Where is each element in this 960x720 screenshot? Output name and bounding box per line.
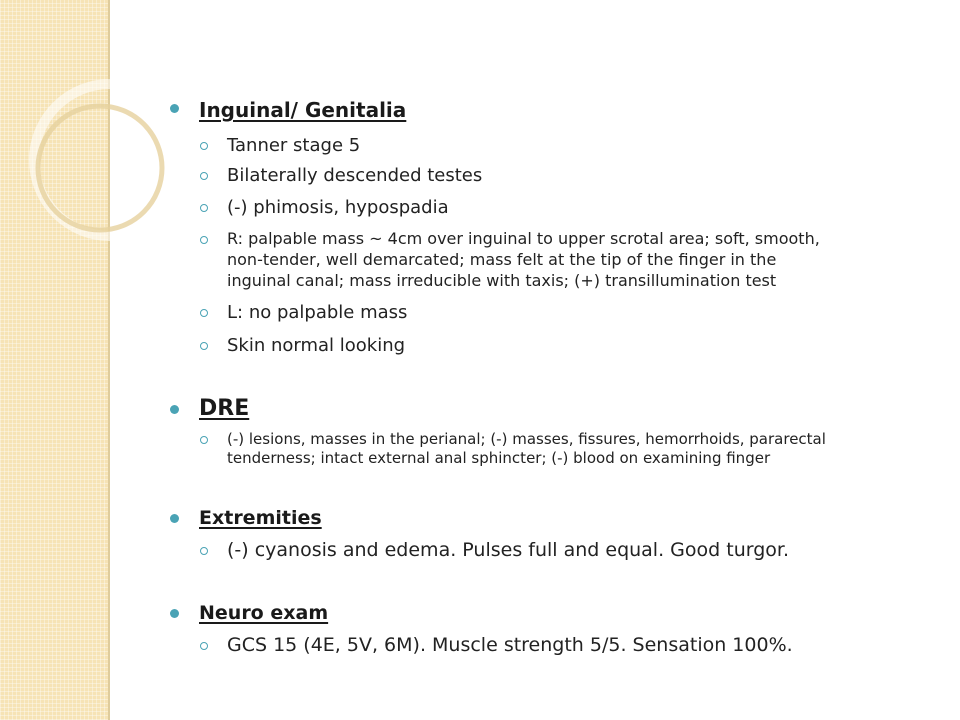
item-right-mass-line3: inguinal canal; mass irreducible with taxis; (+) transillumination test	[227, 271, 777, 290]
sub-bullet	[200, 547, 208, 555]
sub-bullet	[200, 309, 208, 317]
item-phimosis: (-) phimosis, hypospadia	[227, 197, 449, 218]
section-bullet	[170, 609, 179, 618]
section-bullet	[170, 104, 179, 113]
section-heading-dre: DRE	[199, 396, 250, 421]
item-skin-normal: Skin normal looking	[227, 335, 406, 356]
item-neuro: GCS 15 (4E, 5V, 6M). Muscle strength 5/5. Sensation 100%.	[227, 634, 793, 656]
item-right-mass-line2: non-tender, well demarcated; mass felt at the tip of the finger in the	[227, 250, 777, 269]
section-bullet	[170, 514, 179, 523]
section-heading-extremities: Extremities	[199, 507, 322, 529]
section-bullet	[170, 405, 179, 414]
item-testes: Bilaterally descended testes	[227, 165, 483, 186]
sub-bullet	[200, 142, 208, 150]
sub-bullet	[200, 172, 208, 180]
section-heading-neuro: Neuro exam	[199, 602, 329, 624]
section-heading-inguinal: Inguinal/ Genitalia	[199, 98, 407, 122]
sub-bullet	[200, 436, 208, 444]
sub-bullet	[200, 342, 208, 350]
item-extremities: (-) cyanosis and edema. Pulses full and equal. Good turgor.	[227, 539, 790, 561]
sub-bullet	[200, 642, 208, 650]
item-left-no-mass: L: no palpable mass	[227, 302, 408, 323]
item-dre-line2: tenderness; intact external anal sphincter; (-) blood on examining finger	[227, 449, 771, 467]
sub-bullet	[200, 236, 208, 244]
sub-bullet	[200, 204, 208, 212]
slide-content	[168, 0, 908, 720]
ring-inner	[38, 106, 162, 230]
item-tanner-stage: Tanner stage 5	[227, 135, 361, 156]
item-dre-line1: (-) lesions, masses in the perianal; (-) masses, fissures, hemorrhoids, pararectal	[227, 430, 826, 448]
item-right-mass-line1: R: palpable mass ~ 4cm over inguinal to upper scrotal area; soft, smooth,	[227, 229, 820, 248]
